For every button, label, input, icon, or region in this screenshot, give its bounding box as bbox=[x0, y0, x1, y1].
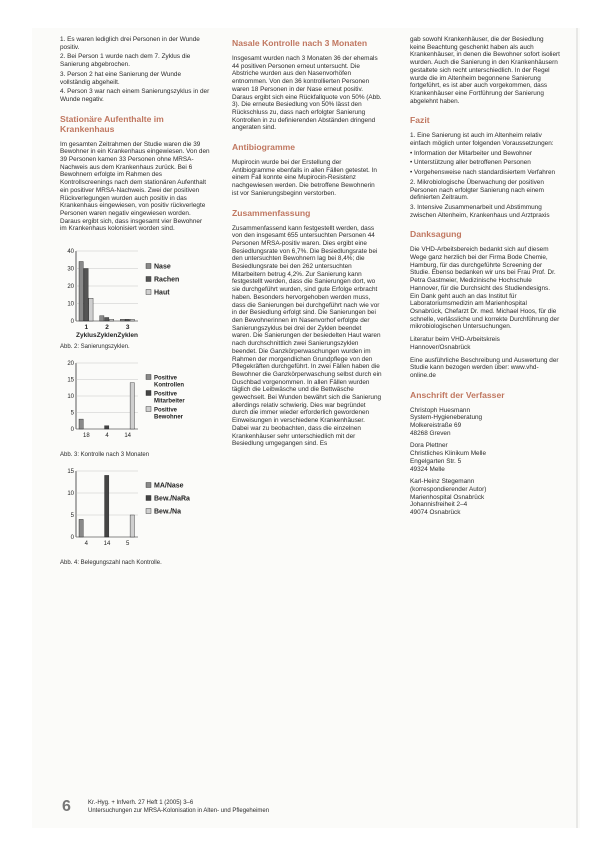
section-heading-authors: Anschrift der Verfasser bbox=[410, 389, 505, 400]
legend-label: Rachen bbox=[154, 276, 180, 284]
section-heading-antibiogram: Antibiogramme bbox=[232, 142, 296, 153]
legend-label: Positive bbox=[154, 407, 178, 414]
legend-swatch bbox=[146, 483, 151, 488]
address-line: Molkereistraße 69 bbox=[410, 422, 462, 430]
legend-label: Bewohner bbox=[154, 414, 184, 421]
x-tick-number: 3 bbox=[125, 324, 130, 332]
figure-4 bbox=[60, 465, 210, 567]
y-tick-label: 40 bbox=[67, 249, 74, 256]
list-item: 1. Es waren lediglich drei Personen in der Wunde positiv. bbox=[60, 36, 200, 51]
paragraph: gab sowohl Krankenhäuser, die der Besiedlung keine Beachtung geschenkt haben als auch Krankenhäuser, in denen die Bewohner sofort isoliert wurden. Auch die Sanierung in den Krankenhäusern gestaltete sich recht unterschiedlich. In der Regel wurde die im Altenheim begonnene Sanierung fortgeführt, es ist aber auch vorgekommen, dass Krankenhäuser eine Fortführung der Sanierung abgelehnt haben. bbox=[410, 36, 560, 105]
address-line: 49324 Melle bbox=[410, 465, 445, 473]
figure-caption: Abb. 4: Belegungszahl nach Kontrolle. bbox=[60, 560, 162, 567]
address-line: Johannisfreiheit 2–4 bbox=[410, 501, 468, 509]
legend-label: Bew./NaRa bbox=[154, 495, 190, 503]
address-line: Engelgarten Str. 5 bbox=[410, 457, 462, 465]
address-block bbox=[410, 407, 560, 438]
figure-3 bbox=[60, 357, 210, 459]
y-tick-label: 15 bbox=[67, 377, 74, 384]
paragraph: Im gesamten Zeitrahmen der Studie waren die 39 Bewohner in ein Krankenhaus eingewiesen. Von den 39 Personen kamen 33 Personen ohne MRSA-Nachweis aus dem Krankenhaus zurück. Bei 6 Bewohnern erfolgte im Rahmen des Kontrollscreenings nach dem stationären Aufenthalt ein positiver MRSA-Nachweis. Zwei der positiven Rückverlegungen wurden auch positiv in das Krankenhaus eingewiesen, von positiv rückverlegte Personen waren negativ eingewiesen worden. Daraus ergibt sich, dass insgesamt vier Bewohner im Krankenhaus kolonisiert worden sind. bbox=[60, 140, 210, 233]
legend-label: Positive bbox=[154, 375, 178, 382]
address-line: 48268 Greven bbox=[410, 429, 451, 437]
y-tick-label: 0 bbox=[70, 427, 74, 434]
x-tick-number: 2 bbox=[105, 324, 109, 332]
paragraph: Eine ausführliche Beschreibung und Auswertung der Studie kann bezogen werden über: www.vhd-online.de bbox=[410, 356, 559, 379]
figure-2 bbox=[60, 245, 210, 351]
y-tick-label: 15 bbox=[67, 469, 74, 476]
address-line: 49074 Osnabrück bbox=[410, 509, 461, 517]
section-heading-stationary: Stationäre Aufenthalte im Krankenhaus bbox=[60, 113, 164, 134]
y-tick-label: 0 bbox=[70, 319, 74, 326]
x-tick-word: Zyklus bbox=[76, 332, 97, 340]
bullet-item: • Unterstützung aller betroffenen Personen bbox=[410, 159, 531, 167]
paragraph: 3. Intensive Zusammenarbeit und Abstimmung zwischen Altenheim, Krankenhaus und Arztpraxis bbox=[410, 203, 550, 219]
legend-swatch bbox=[146, 391, 151, 396]
x-tick-word: Zyklen bbox=[96, 332, 118, 340]
bar-chart-control bbox=[60, 357, 210, 449]
page bbox=[32, 28, 580, 828]
legend-label: Haut bbox=[154, 289, 170, 297]
address-line: Christliches Klinikum Melle bbox=[410, 450, 486, 458]
x-tick-label: 4 bbox=[105, 433, 109, 440]
legend-label: Positive bbox=[154, 391, 178, 398]
footer-text bbox=[88, 800, 269, 815]
section-heading-nasal-control: Nasale Kontrolle nach 3 Monaten bbox=[232, 38, 368, 48]
paragraph: 1. Eine Sanierung ist auch im Altenheim relativ einfach möglich unter folgenden Voraussetzungen: bbox=[410, 132, 554, 148]
paragraph: Literatur beim VHD-Arbeitskreis Hannover/Osnabrück bbox=[410, 336, 500, 351]
legend-swatch bbox=[146, 496, 151, 501]
y-tick-label: 5 bbox=[70, 410, 74, 417]
legend-swatch bbox=[146, 407, 151, 412]
y-tick-label: 30 bbox=[67, 266, 74, 273]
x-tick-label: 14 bbox=[124, 433, 132, 440]
bar-chart-cycles bbox=[60, 245, 210, 341]
bullet-item: • Information der Mitarbeiter und Bewohner bbox=[410, 149, 532, 157]
legend-label: Bew./Na bbox=[154, 508, 181, 516]
paragraph: Mupirocin wurde bei der Erstellung der Antibiogramme ebenfalls in allen Fällen getestet. In einem Fall konnte eine Mupirocin-Resistenz nachgewiesen werden. Die betroffene Bewohnerin ist vor Sanierungsbeginn verstorben. bbox=[232, 159, 377, 197]
paragraph: Insgesamt wurden nach 3 Monaten 36 der ehemals 44 positiven Personen erneut untersucht. Die Abstriche wurden aus den Nasenvorhöfen entnommen. Von den 36 kontrollierten Personen waren 18 Personen in der Nase erneut positiv. Daraus ergibt sich eine Rückfallquote von 50% (Abb. 3). Die erneute Besiedlung von 50% lässt den Rückschluss zu, dass nach erfolgter Sanierung Kontrollen in zu definierenden Abständen dringend angeraten sind. bbox=[232, 55, 382, 132]
legend-swatch bbox=[146, 290, 151, 295]
bar bbox=[105, 475, 109, 537]
author-addresses bbox=[410, 407, 560, 517]
legend-swatch bbox=[146, 264, 151, 269]
section-heading-summary: Zusammenfassung bbox=[232, 207, 311, 218]
figure-caption: Abb. 2: Sanierungszyklen. bbox=[60, 344, 130, 351]
bar bbox=[89, 298, 93, 321]
bar bbox=[105, 426, 109, 429]
bar bbox=[109, 319, 113, 321]
bar bbox=[125, 319, 129, 321]
column-3 bbox=[410, 36, 560, 522]
bullet-text: Information der Mitarbeiter und Bewohner bbox=[414, 149, 532, 157]
address-block bbox=[410, 478, 560, 517]
page-number: 6 bbox=[62, 798, 71, 815]
legend-label: Mitarbeiter bbox=[154, 398, 185, 405]
x-tick-label: 14 bbox=[103, 541, 111, 548]
bullet-text: Unterstützung aller betroffenen Personen bbox=[414, 159, 531, 167]
x-tick-label: 5 bbox=[125, 541, 130, 548]
bar bbox=[100, 316, 104, 321]
legend-label: Kontrollen bbox=[154, 382, 184, 389]
figure-caption: Abb. 3: Kontrolle nach 3 Monaten bbox=[60, 452, 150, 459]
bar bbox=[130, 319, 134, 321]
x-tick-label: 4 bbox=[84, 541, 89, 548]
address-line: Dora Plettner bbox=[410, 442, 448, 450]
y-tick-label: 10 bbox=[67, 394, 74, 401]
paragraph: 2. Mikrobiologische Überwachung der positiven Personen nach erfolgter Sanierung nach einem definierten Zeitraum. bbox=[410, 178, 544, 202]
page-edge bbox=[576, 28, 578, 828]
y-tick-label: 10 bbox=[67, 301, 74, 308]
legend-swatch bbox=[146, 277, 151, 282]
x-tick-word: Zyklen bbox=[117, 332, 138, 340]
x-tick-number: 1 bbox=[84, 324, 89, 332]
list-item: 2. Bei Person 1 wurde nach dem 7. Zyklus die Sanierung abgebrochen. bbox=[60, 53, 191, 69]
bullet-text: Vorgehensweise nach standardisiertem Verfahren bbox=[414, 169, 556, 177]
legend-swatch bbox=[146, 375, 151, 380]
legend-swatch bbox=[146, 509, 151, 514]
bullet-item: • Vorgehensweise nach standardisiertem Verfahren bbox=[410, 169, 556, 177]
bar-chart-occupancy bbox=[60, 465, 210, 557]
legend-label: MA/Nase bbox=[154, 482, 184, 490]
address-line: (korrespondierender Autor) bbox=[410, 485, 487, 493]
bar bbox=[84, 269, 88, 322]
bar bbox=[79, 519, 83, 537]
bar bbox=[130, 383, 134, 429]
address-block bbox=[410, 442, 560, 473]
paragraph: Zusammenfassend kann festgestellt werden, dass von den insgesamt 655 untersuchten Personen 44 Personen MRSA-positiv waren. Dies ergibt eine Besiedlungsrate von 6,7%. Die Besiedlungsrate bei den untersuchten Bewohnern lag bei 8,4%; die Besiedlungsrate bei den 262 untersuchten Mitarbeitern betrug 4,2%. Zur Sanierung kann festgestellt werden, dass die Sanierungen dort, wo sie durchgeführt wurden, sind gute Erfolge erbracht haben. Besonders hervorgehoben werden muss, dass die Sanierungen bei durchgeführt nach wie vor in der Besiedlung erfolgt sind. Die Sanierungen bei den Bewohnerinnen im Nasenvorhof erfolgte der Sanierungszyklus bei drei der Zyklen beendet waren. Die Sanierungen der besiedelten Haut waren nach durchschnittlich zwei Sanierungszyklen beendet. Die Ganzkörperwaschungen wurden im Rahmen der morgendlichen Grundpflege von den Pflegekräften durchgeführt. In zwei Fällen haben die Bewohner die Ganzkörperwaschung selbst durch ein Duschbad vorgenommen. In allen Fällen wurden täglich die Leibwäsche und die Bettwäsche gewechselt. Bei Wunden bewährt sich die Sanierung allerdings relativ schwierig. Dies war begründet durch die immer wieder erforderlich gewordenen Einweisungen in verschiedene Krankenhäuser. Dabei war zu beobachten, dass die einzelnen Krankenhäuser sehr unterschiedlich mit der Besiedlung umgegangen sind. Es bbox=[232, 224, 382, 448]
bar bbox=[79, 419, 83, 429]
address-line: Marienhospital Osnabrück bbox=[410, 493, 485, 501]
bar bbox=[130, 515, 134, 537]
article-title: Untersuchungen zur MRSA-Kolonisation in Alten- und Pflegeheimen bbox=[88, 807, 270, 814]
list-item: 4. Person 3 war nach einem Sanierungszyklus in der Wunde negativ. bbox=[60, 88, 210, 103]
y-tick-label: 20 bbox=[67, 361, 74, 368]
y-tick-label: 5 bbox=[70, 513, 74, 520]
paragraph: Die VHD-Arbeitsbereich bedankt sich auf diesem Wege ganz herzlich bei der Firma Bode Chemie, Hamburg, für das durchgeführte Screening der Studie. Ebenso bedanken wir uns bei Frau Prof. Dr. Petra Gastmeier, Medizinische Hochschule Hannover, für die Durchsicht des Studiendesigns. Ein Dank geht auch an das Institut für Laboratoriumsmedizin am Marienhospital Osnabrück, Chefarzt Dr. med. Michael Hoos, für die schnelle, verlässliche und korrekte Durchführung der mikrobiologischen Untersuchungen. bbox=[410, 246, 560, 331]
y-tick-label: 0 bbox=[70, 535, 74, 542]
section-heading-conclusion: Fazit bbox=[410, 115, 430, 126]
section-heading-acknowledgement: Danksagung bbox=[410, 229, 462, 240]
legend-label: Nase bbox=[154, 263, 171, 271]
address-line: Karl-Heinz Stegemann bbox=[410, 478, 475, 486]
address-line: System-Hygieneberatung bbox=[410, 414, 483, 422]
y-tick-label: 20 bbox=[67, 284, 74, 291]
address-line: Christoph Huesmann bbox=[410, 406, 471, 414]
y-tick-label: 10 bbox=[67, 491, 74, 498]
list-item: 3. Person 2 hat eine Sanierung der Wunde vollständig abgeheilt. bbox=[60, 70, 182, 86]
column-2 bbox=[232, 36, 382, 453]
x-tick-label: 18 bbox=[82, 433, 90, 440]
bar bbox=[120, 319, 124, 321]
bar bbox=[105, 318, 109, 322]
journal-citation: Kr.-Hyg. + Infverh. 27 Heft 1 (2005) 3–6 bbox=[88, 800, 194, 806]
column-1 bbox=[60, 36, 210, 567]
bar bbox=[79, 262, 83, 322]
